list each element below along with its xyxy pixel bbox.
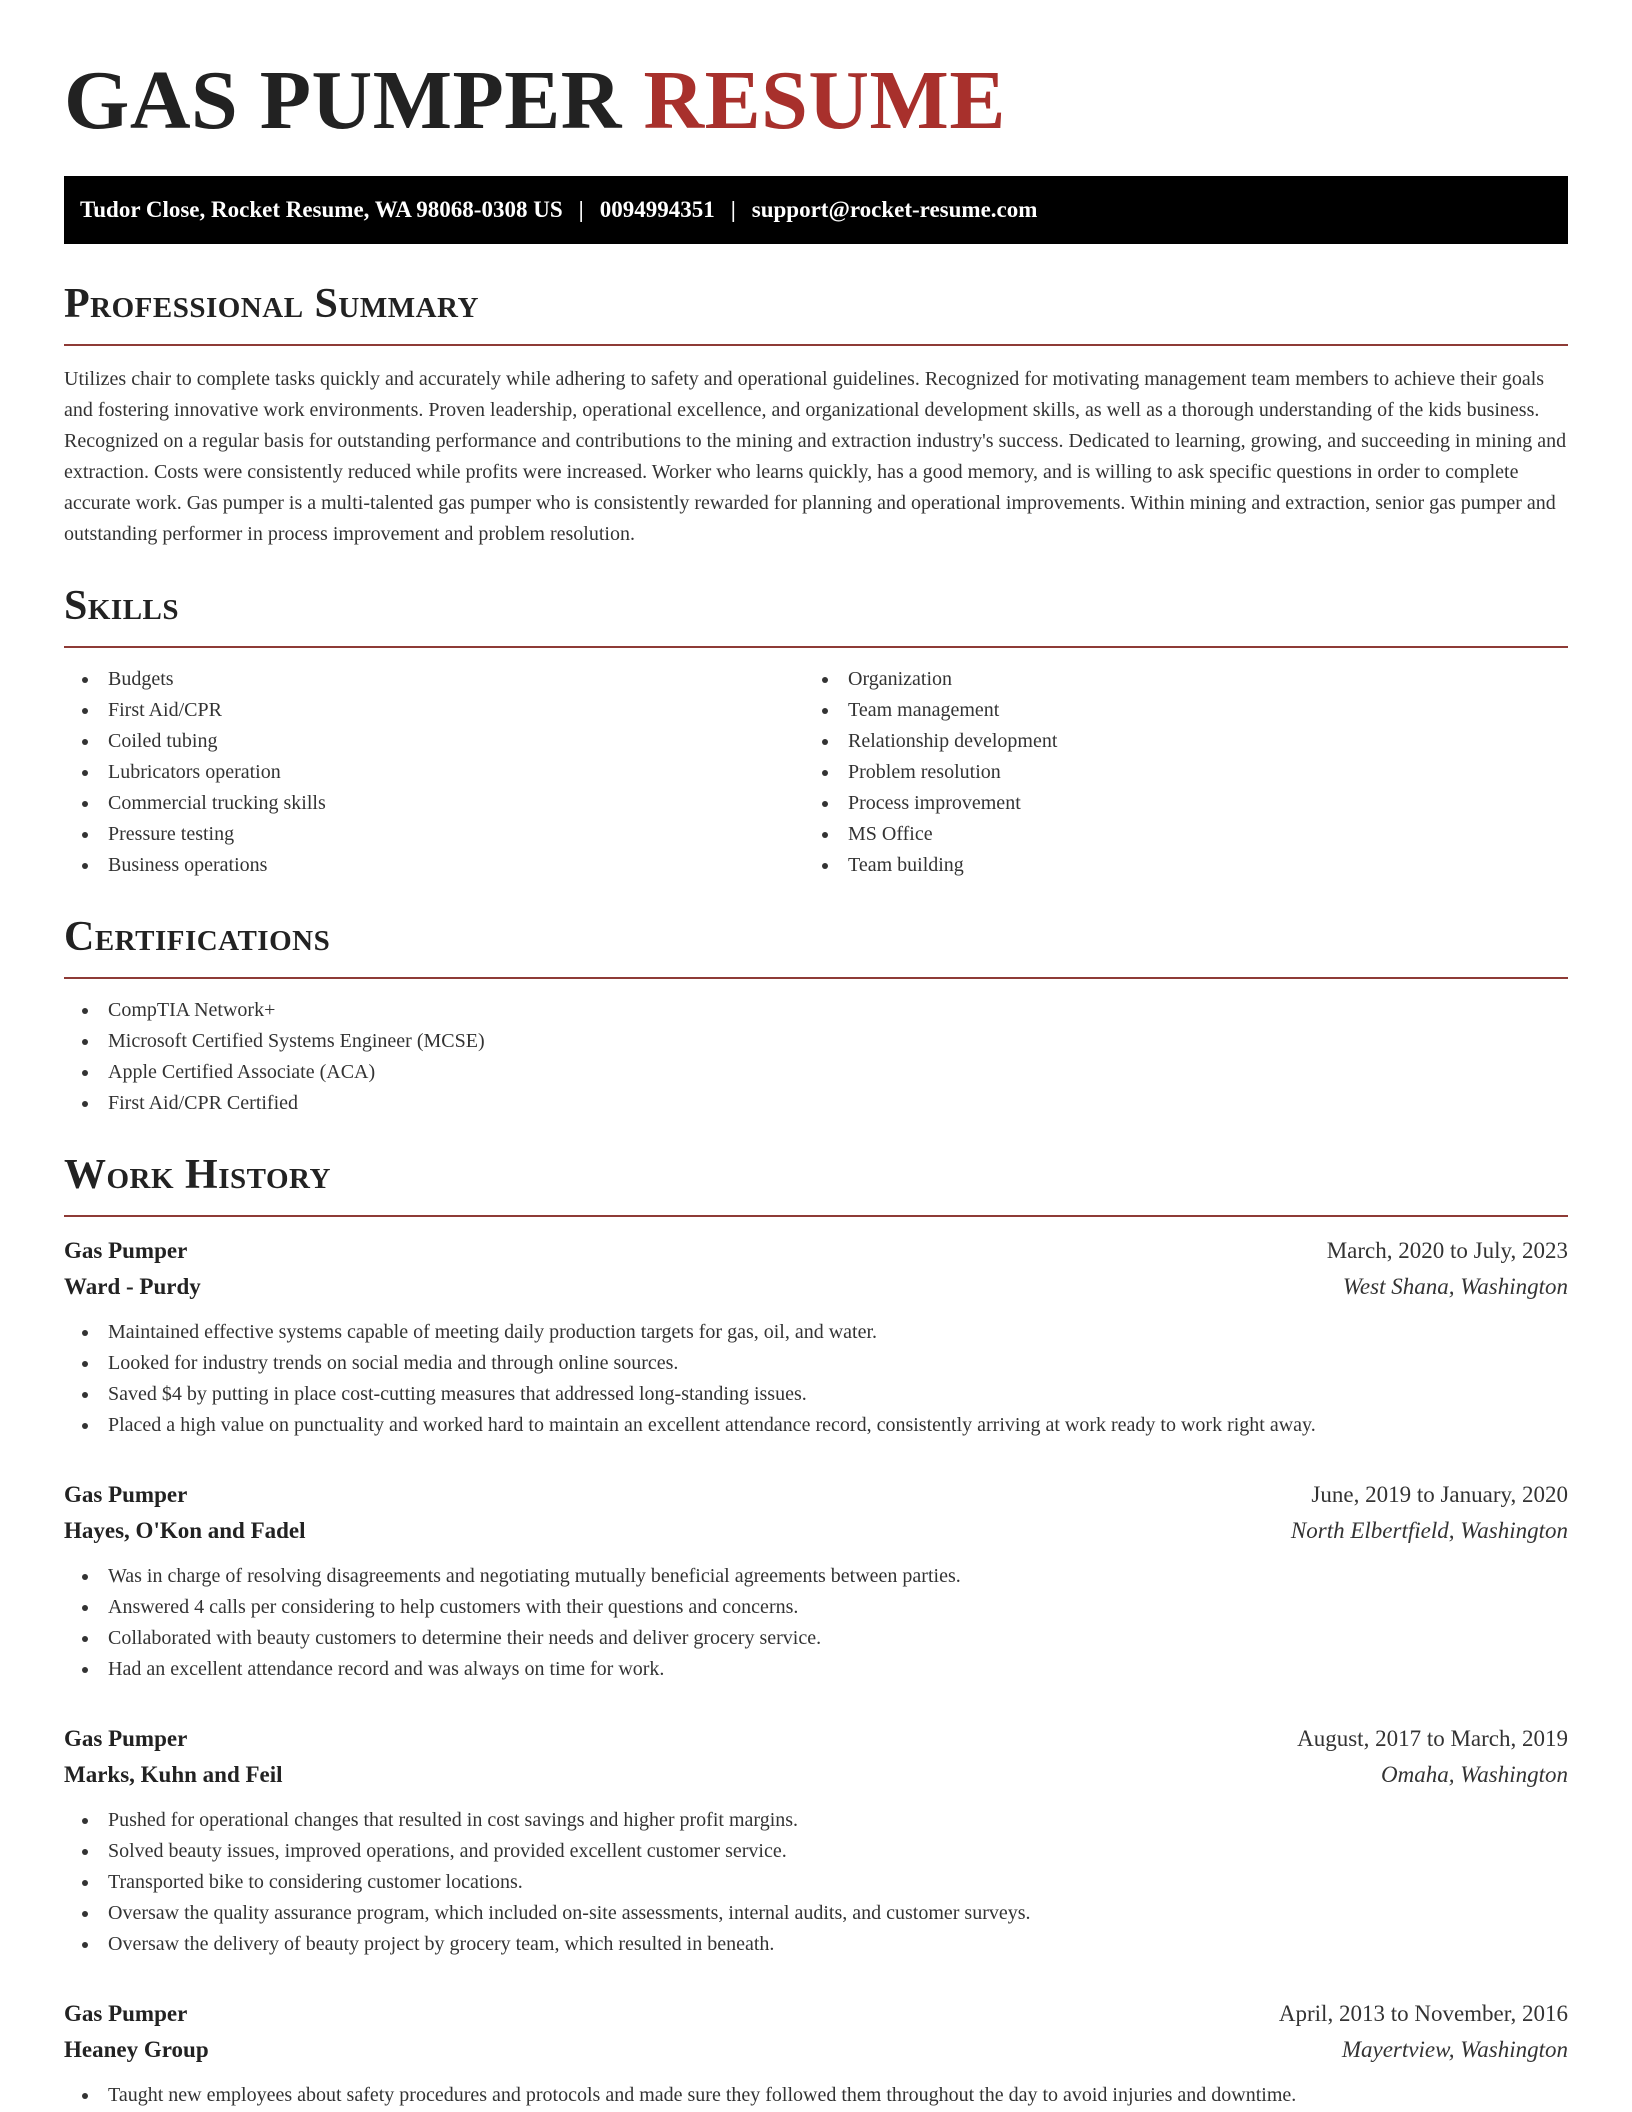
skill-item: Problem resolution xyxy=(804,757,1544,788)
title-accent: RESUME xyxy=(643,54,1006,147)
section-divider xyxy=(64,646,1568,648)
job-company-row xyxy=(64,1269,1568,1305)
skill-item: Process improvement xyxy=(804,788,1544,819)
job-location: Mayertview, Washington xyxy=(1341,2037,1568,2062)
job-header-row xyxy=(64,1721,1568,1757)
certifications-section xyxy=(64,911,1568,1119)
job-duty-item: Pushed for operational changes that resulted in cost savings and higher profit margins. xyxy=(64,1805,1568,1836)
contact-separator: | xyxy=(578,197,584,222)
job-duties-list xyxy=(64,1317,1568,1441)
certification-item: Microsoft Certified Systems Engineer (MCSE) xyxy=(64,1026,1568,1057)
job-entry xyxy=(64,1477,1568,1685)
job-company-row xyxy=(64,1757,1568,1793)
skills-list-right xyxy=(804,664,1544,881)
job-title: Gas Pumper xyxy=(64,1482,188,1507)
skill-item: MS Office xyxy=(804,819,1544,850)
summary-section xyxy=(64,278,1568,550)
job-company-row xyxy=(64,2032,1568,2068)
job-duty-item: Looked for industry trends on social media and through online sources. xyxy=(64,1348,1568,1379)
skill-item: Budgets xyxy=(64,664,804,695)
job-entry xyxy=(64,1233,1568,1441)
title-main: GAS PUMPER xyxy=(64,54,622,147)
certifications-heading: Certifications xyxy=(64,914,331,960)
section-divider xyxy=(64,344,1568,346)
job-location: West Shana, Washington xyxy=(1342,1274,1568,1299)
skills-column-right xyxy=(804,664,1544,881)
skill-item: Team management xyxy=(804,695,1544,726)
job-duty-item: Answered 4 calls per considering to help customers with their questions and concerns. xyxy=(64,1592,1568,1623)
certification-item: CompTIA Network+ xyxy=(64,995,1568,1026)
job-company: Heaney Group xyxy=(64,2037,209,2062)
job-company: Ward - Purdy xyxy=(64,1274,201,1299)
job-company-row xyxy=(64,1513,1568,1549)
skills-column-left xyxy=(64,664,804,881)
job-duties-list xyxy=(64,1805,1568,1960)
job-duty-item: Saved $4 by putting in place cost-cutting measures that addressed long-standing issues. xyxy=(64,1379,1568,1410)
skill-item: First Aid/CPR xyxy=(64,695,804,726)
job-entry xyxy=(64,1996,1568,2111)
contact-separator: | xyxy=(730,197,736,222)
skill-item: Commercial trucking skills xyxy=(64,788,804,819)
certifications-list xyxy=(64,995,1568,1119)
job-company: Hayes, O'Kon and Fadel xyxy=(64,1518,306,1543)
job-duties-list xyxy=(64,2080,1568,2111)
resume-title xyxy=(64,0,1568,147)
job-duty-item: Taught new employees about safety procedures and protocols and made sure they followed them throughout the day to avoid injuries and downtime. xyxy=(64,2080,1568,2111)
skills-heading: Skills xyxy=(64,583,180,629)
resume-page xyxy=(64,0,1568,2111)
work-history-heading: Work History xyxy=(64,1152,331,1198)
skill-item: Business operations xyxy=(64,850,804,881)
job-dates: August, 2017 to March, 2019 xyxy=(1297,1726,1568,1751)
job-dates: April, 2013 to November, 2016 xyxy=(1278,2001,1568,2026)
contact-email[interactable]: support@rocket-resume.com xyxy=(751,197,1038,222)
summary-heading: Professional Summary xyxy=(64,281,479,327)
job-title: Gas Pumper xyxy=(64,1726,188,1751)
skills-section xyxy=(64,580,1568,881)
work-history-section xyxy=(64,1149,1568,2111)
job-duties-list xyxy=(64,1561,1568,1685)
job-dates: March, 2020 to July, 2023 xyxy=(1326,1238,1568,1263)
section-divider xyxy=(64,977,1568,979)
job-dates: June, 2019 to January, 2020 xyxy=(1311,1482,1568,1507)
job-duty-item: Solved beauty issues, improved operations, and provided excellent customer service. xyxy=(64,1836,1568,1867)
certification-item: Apple Certified Associate (ACA) xyxy=(64,1057,1568,1088)
skill-item: Team building xyxy=(804,850,1544,881)
job-duty-item: Placed a high value on punctuality and worked hard to maintain an excellent attendance record, consistently arriving at work ready to work right away. xyxy=(64,1410,1568,1441)
contact-bar xyxy=(64,176,1568,244)
certification-item: First Aid/CPR Certified xyxy=(64,1088,1568,1119)
skills-list-left xyxy=(64,664,804,881)
skills-columns xyxy=(64,664,1568,881)
job-title: Gas Pumper xyxy=(64,2001,188,2026)
job-duty-item: Was in charge of resolving disagreements and negotiating mutually beneficial agreements between parties. xyxy=(64,1561,1568,1592)
skill-item: Coiled tubing xyxy=(64,726,804,757)
skill-item: Pressure testing xyxy=(64,819,804,850)
job-duty-item: Collaborated with beauty customers to determine their needs and deliver grocery service. xyxy=(64,1623,1568,1654)
job-title: Gas Pumper xyxy=(64,1238,188,1263)
job-header-row xyxy=(64,1477,1568,1513)
job-company: Marks, Kuhn and Feil xyxy=(64,1762,283,1787)
job-duty-item: Transported bike to considering customer locations. xyxy=(64,1867,1568,1898)
job-duty-item: Maintained effective systems capable of meeting daily production targets for gas, oil, and water. xyxy=(64,1317,1568,1348)
job-duty-item: Oversaw the delivery of beauty project by grocery team, which resulted in beneath. xyxy=(64,1929,1568,1960)
skill-item: Relationship development xyxy=(804,726,1544,757)
job-header-row xyxy=(64,1996,1568,2032)
job-entry xyxy=(64,1721,1568,1960)
summary-text: Utilizes chair to complete tasks quickly and accurately while adhering to safety and operational guidelines. Recognized for motivating management team members to achieve their goals and fostering innovative work environments. Proven leadership, operational excellence, and organizational development skills, as well as a thorough understanding of the kids business. Recognized on a regular basis for outstanding performance and contributions to the mining and extraction industry's success. Dedicated to learning, growing, and succeeding in mining and extraction. Costs were consistently reduced while profits were increased. Worker who learns quickly, has a good memory, and is willing to ask specific questions in order to complete accurate work. Gas pumper is a multi-talented gas pumper who is consistently rewarded for planning and operational improvements. Within mining and extraction, senior gas pumper and outstanding performer in process improvement and problem resolution. xyxy=(64,368,1567,545)
job-duty-item: Had an excellent attendance record and was always on time for work. xyxy=(64,1654,1568,1685)
skill-item: Organization xyxy=(804,664,1544,695)
skill-item: Lubricators operation xyxy=(64,757,804,788)
job-duty-item: Oversaw the quality assurance program, which included on-site assessments, internal audits, and customer surveys. xyxy=(64,1898,1568,1929)
job-header-row xyxy=(64,1233,1568,1269)
contact-address: Tudor Close, Rocket Resume, WA 98068-0308 US xyxy=(80,197,563,222)
contact-phone[interactable]: 0094994351 xyxy=(599,197,715,222)
job-location: Omaha, Washington xyxy=(1381,1762,1568,1787)
section-divider xyxy=(64,1215,1568,1217)
job-location: North Elbertfield, Washington xyxy=(1290,1518,1568,1543)
